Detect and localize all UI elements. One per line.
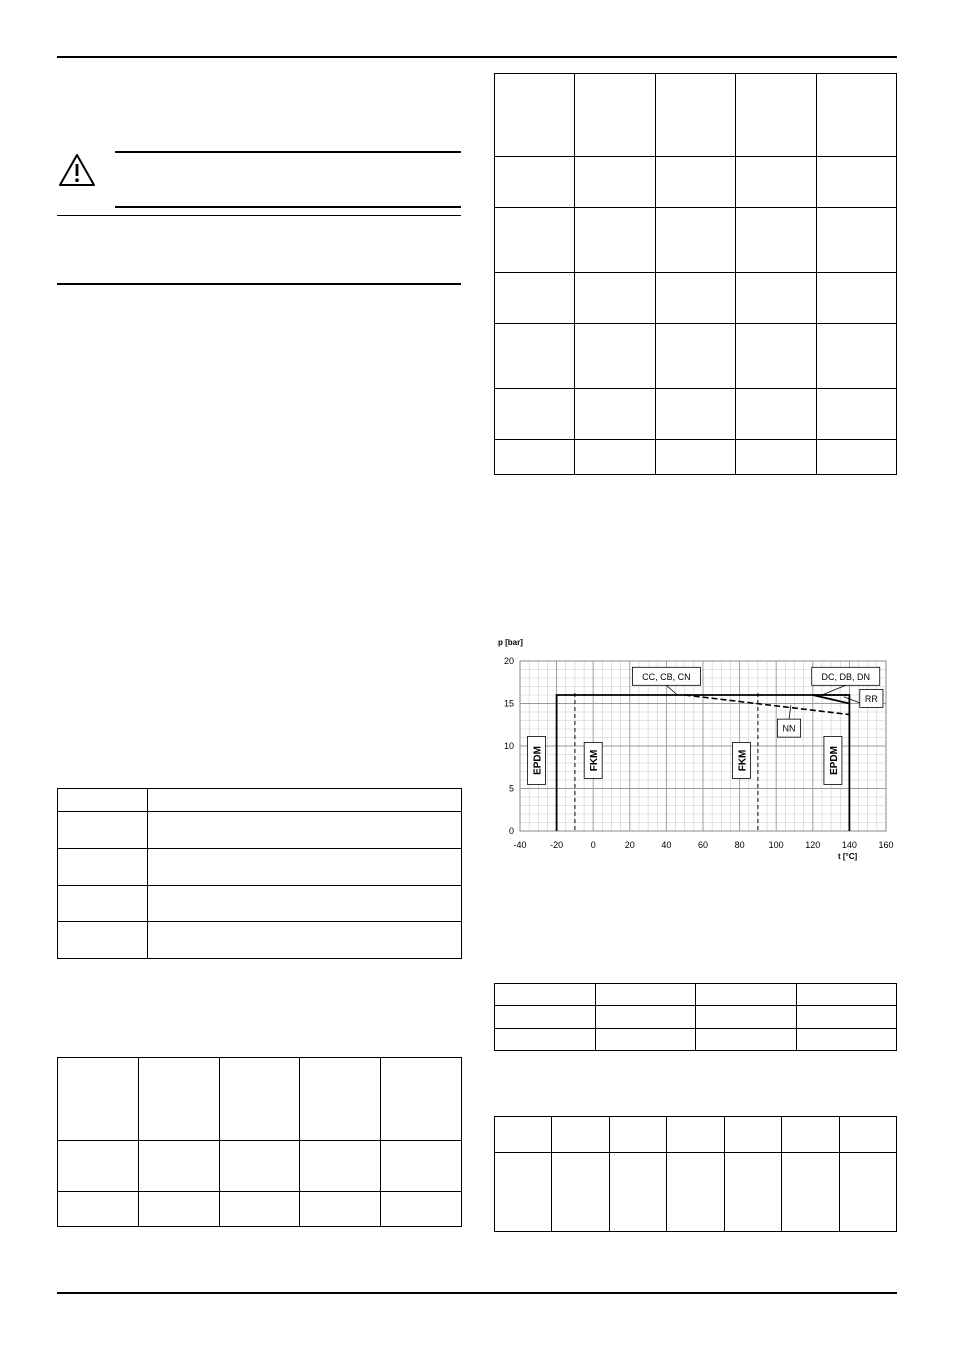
material-label	[527, 736, 545, 784]
table-row	[495, 273, 897, 324]
table-row	[58, 1192, 462, 1227]
y-tick-label: 10	[503, 741, 514, 751]
material-label	[584, 742, 602, 778]
material-label	[824, 736, 842, 784]
table-row	[58, 1058, 462, 1141]
x-axis-label: t [°C]	[837, 852, 858, 861]
material-label-text: EPDM	[828, 745, 840, 775]
y-tick-label: 20	[503, 656, 514, 666]
warning-bottom-rule	[115, 206, 461, 208]
annotation-label: RR	[864, 693, 878, 704]
table-right-3	[494, 1116, 897, 1232]
table-row	[495, 389, 897, 440]
x-tick-label: 160	[878, 840, 894, 850]
section-rule-bottom	[57, 283, 461, 285]
x-tick-label: 120	[805, 840, 821, 850]
table-row	[495, 1153, 897, 1232]
table-row	[58, 812, 462, 849]
pressure-temperature-chart	[494, 632, 898, 864]
x-tick-label: -40	[513, 840, 527, 850]
y-tick-label: 5	[508, 783, 514, 794]
table-row	[58, 886, 462, 922]
table-row	[58, 789, 462, 812]
table-left-2	[57, 1057, 462, 1227]
table-row	[495, 1006, 897, 1029]
table-row	[58, 849, 462, 886]
table-left-1	[57, 788, 462, 959]
material-label-text: EPDM	[532, 745, 544, 775]
table-row	[495, 74, 897, 157]
material-label-text: FKM	[589, 749, 601, 772]
x-tick-label: 0	[590, 840, 596, 850]
footer-rule	[57, 1292, 897, 1294]
table-row	[495, 157, 897, 208]
table-row	[58, 1141, 462, 1192]
x-tick-label: 40	[661, 840, 672, 850]
table-row	[495, 984, 897, 1006]
header-rule	[57, 56, 897, 58]
annotation-label: CC, CB, CN	[642, 671, 691, 682]
x-tick-label: 100	[768, 840, 784, 850]
annotation-label: DC, DB, DN	[821, 671, 870, 682]
x-tick-label: 60	[697, 840, 709, 850]
table-row	[495, 208, 897, 273]
table-row	[58, 922, 462, 959]
y-axis-label: p [bar]	[498, 638, 523, 647]
table-row	[495, 1117, 897, 1153]
material-label	[732, 742, 750, 778]
x-tick-label: 80	[734, 840, 745, 850]
x-tick-label: 140	[841, 840, 857, 850]
y-tick-label: 0	[508, 826, 514, 836]
warning-icon	[57, 152, 97, 188]
table-right-2	[494, 983, 897, 1051]
material-label-text: FKM	[737, 749, 749, 772]
x-tick-label: 20	[624, 840, 635, 850]
warning-top-rule	[115, 151, 461, 153]
table-row	[495, 440, 897, 475]
annotation-label: NN	[782, 723, 796, 734]
table-row	[495, 1029, 897, 1051]
y-tick-label: 15	[503, 698, 514, 709]
table-right-1	[494, 73, 897, 475]
x-tick-label: -20	[550, 840, 564, 850]
section-rule-top	[57, 215, 461, 216]
table-row	[495, 324, 897, 389]
